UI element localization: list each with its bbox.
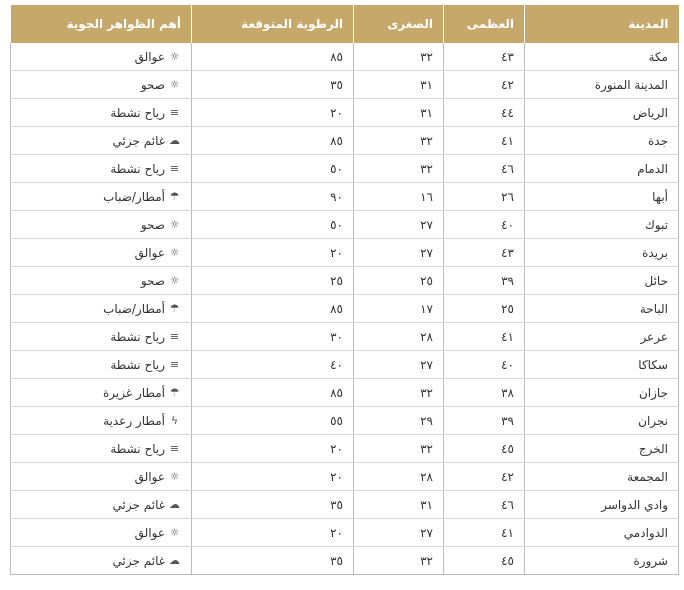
city-cell: سكاكا [525, 351, 679, 379]
city-cell: عرعر [525, 323, 679, 351]
min-temp-cell: ٣١ [354, 491, 444, 519]
wind-icon: ≡ [169, 330, 180, 344]
min-temp-cell: ٢٧ [354, 519, 444, 547]
max-temp-cell: ٤١ [444, 323, 525, 351]
condition-label: عوالق [134, 469, 165, 484]
table-row [11, 547, 679, 575]
condition [103, 302, 181, 316]
table-row [11, 379, 679, 407]
min-temp-cell: ٣٢ [354, 155, 444, 183]
table-row [11, 295, 679, 323]
city-cell: الباحة [525, 295, 679, 323]
partly-cloudy-icon: ☁ [169, 554, 180, 568]
dust-icon: ☼ [169, 470, 180, 484]
city-cell: تبوك [525, 211, 679, 239]
condition [103, 190, 181, 204]
humidity-cell: ٢٠ [192, 99, 354, 127]
city-cell: نجران [525, 407, 679, 435]
table-row [11, 211, 679, 239]
condition-cell [11, 99, 192, 127]
city-cell: حائل [525, 267, 679, 295]
max-temp-cell: ٤٣ [444, 43, 525, 71]
table-row [11, 323, 679, 351]
min-temp-cell: ٣٢ [354, 379, 444, 407]
min-temp-cell: ٣٢ [354, 435, 444, 463]
condition-cell [11, 295, 192, 323]
condition-label: رياح نشطة [110, 357, 165, 372]
table-row [11, 127, 679, 155]
condition [103, 386, 181, 400]
min-temp-cell: ٢٧ [354, 239, 444, 267]
table-row [11, 183, 679, 211]
condition [135, 470, 181, 484]
humidity-cell: ٢٠ [192, 519, 354, 547]
max-temp-cell: ٤١ [444, 519, 525, 547]
city-cell: شرورة [525, 547, 679, 575]
table-row [11, 239, 679, 267]
condition [113, 554, 181, 568]
condition-cell [11, 323, 192, 351]
humidity-cell: ٢٠ [192, 435, 354, 463]
humidity-cell: ٥٠ [192, 155, 354, 183]
condition-label: أمطار/ضباب [103, 301, 165, 316]
condition-cell [11, 239, 192, 267]
condition [141, 274, 181, 288]
partly-cloudy-icon: ☁ [169, 134, 180, 148]
max-temp-cell: ٤٠ [444, 351, 525, 379]
condition [110, 442, 181, 456]
city-cell: وادي الدواسر [525, 491, 679, 519]
dust-icon: ☼ [169, 526, 180, 540]
max-temp-cell: ٤٢ [444, 463, 525, 491]
city-cell: المجمعة [525, 463, 679, 491]
condition-cell [11, 267, 192, 295]
sun-icon: ☼ [169, 218, 180, 232]
min-temp-cell: ١٦ [354, 183, 444, 211]
max-temp-cell: ٤١ [444, 127, 525, 155]
weather-table-container [10, 5, 678, 575]
humidity-cell: ٨٥ [192, 295, 354, 323]
min-temp-cell: ١٧ [354, 295, 444, 323]
condition-label: غائم جزئي [112, 497, 165, 512]
max-temp-cell: ٤٦ [444, 491, 525, 519]
min-temp-cell: ٣١ [354, 99, 444, 127]
condition-label: صحو [140, 77, 165, 92]
condition [110, 106, 181, 120]
condition [135, 50, 181, 64]
table-row [11, 155, 679, 183]
humidity-cell: ٨٥ [192, 43, 354, 71]
wind-icon: ≡ [169, 162, 180, 176]
header-max-temp: العظمى [444, 5, 525, 43]
condition-cell [11, 379, 192, 407]
condition-cell [11, 463, 192, 491]
condition [113, 134, 181, 148]
table-row [11, 435, 679, 463]
humidity-cell: ٤٠ [192, 351, 354, 379]
condition-label: رياح نشطة [110, 441, 165, 456]
condition-cell [11, 183, 192, 211]
min-temp-cell: ٢٥ [354, 267, 444, 295]
table-row [11, 351, 679, 379]
condition-label: صحو [140, 273, 165, 288]
min-temp-cell: ٢٧ [354, 211, 444, 239]
min-temp-cell: ٢٧ [354, 351, 444, 379]
table-row [11, 463, 679, 491]
condition [113, 498, 181, 512]
condition-cell [11, 351, 192, 379]
sun-icon: ☼ [169, 78, 180, 92]
condition-label: عوالق [134, 49, 165, 64]
min-temp-cell: ٣٢ [354, 127, 444, 155]
condition-cell [11, 519, 192, 547]
max-temp-cell: ٤٣ [444, 239, 525, 267]
humidity-cell: ٢٥ [192, 267, 354, 295]
condition-label: صحو [140, 217, 165, 232]
max-temp-cell: ٤٦ [444, 155, 525, 183]
condition-label: أمطار غزيرة [102, 385, 165, 400]
city-cell: الدوادمي [525, 519, 679, 547]
condition-cell [11, 407, 192, 435]
sun-icon: ☼ [169, 274, 180, 288]
header-min-temp: الصغرى [354, 5, 444, 43]
humidity-cell: ٥٠ [192, 211, 354, 239]
condition-label: رياح نشطة [110, 329, 165, 344]
humidity-cell: ٨٥ [192, 127, 354, 155]
max-temp-cell: ٤٠ [444, 211, 525, 239]
thunderstorm-icon: ϟ [170, 414, 179, 428]
condition-label: أمطار رعدية [103, 413, 165, 428]
dust-icon: ☼ [169, 246, 180, 260]
humidity-cell: ٨٥ [192, 379, 354, 407]
humidity-cell: ٣٥ [192, 491, 354, 519]
header-row [11, 5, 679, 43]
header-humidity: الرطوبة المتوقعة [192, 5, 354, 43]
condition [110, 162, 181, 176]
city-cell: الدمام [525, 155, 679, 183]
wind-icon: ≡ [169, 358, 180, 372]
condition-cell [11, 71, 192, 99]
max-temp-cell: ٤٥ [444, 435, 525, 463]
humidity-cell: ٥٥ [192, 407, 354, 435]
rain-fog-icon: ☂ [169, 302, 180, 316]
city-cell: جدة [525, 127, 679, 155]
condition [103, 414, 181, 428]
condition-label: أمطار/ضباب [103, 189, 165, 204]
condition-cell [11, 43, 192, 71]
city-cell: بريدة [525, 239, 679, 267]
dust-icon: ☼ [169, 50, 180, 64]
weather-table [10, 5, 679, 575]
condition-label: رياح نشطة [110, 161, 165, 176]
table-row [11, 519, 679, 547]
condition-cell [11, 547, 192, 575]
max-temp-cell: ٤٤ [444, 99, 525, 127]
header-weather-phenomena: أهم الظواهر الجوية [11, 5, 192, 43]
max-temp-cell: ٢٦ [444, 183, 525, 211]
city-cell: الرياض [525, 99, 679, 127]
table-row [11, 43, 679, 71]
table-row [11, 99, 679, 127]
min-temp-cell: ٣٢ [354, 43, 444, 71]
max-temp-cell: ٣٩ [444, 267, 525, 295]
header-city: المدينة [525, 5, 679, 43]
condition [135, 246, 181, 260]
condition-cell [11, 211, 192, 239]
condition-label: عوالق [134, 525, 165, 540]
table-row [11, 267, 679, 295]
min-temp-cell: ٢٩ [354, 407, 444, 435]
city-cell: مكة [525, 43, 679, 71]
condition-label: رياح نشطة [110, 105, 165, 120]
condition [110, 330, 181, 344]
heavy-rain-icon: ☂ [169, 386, 180, 400]
partly-cloudy-icon: ☁ [169, 498, 180, 512]
wind-icon: ≡ [169, 442, 180, 456]
max-temp-cell: ٤٥ [444, 547, 525, 575]
humidity-cell: ٩٠ [192, 183, 354, 211]
condition [110, 358, 181, 372]
city-cell: أبها [525, 183, 679, 211]
max-temp-cell: ٣٩ [444, 407, 525, 435]
condition [141, 218, 181, 232]
condition [141, 78, 181, 92]
min-temp-cell: ٣٢ [354, 547, 444, 575]
humidity-cell: ٣٥ [192, 71, 354, 99]
rain-fog-icon: ☂ [169, 190, 180, 204]
city-cell: المدينة المنورة [525, 71, 679, 99]
wind-icon: ≡ [169, 106, 180, 120]
city-cell: جازان [525, 379, 679, 407]
table-row [11, 407, 679, 435]
min-temp-cell: ٢٨ [354, 463, 444, 491]
condition-label: عوالق [134, 245, 165, 260]
condition [135, 526, 181, 540]
city-cell: الخرج [525, 435, 679, 463]
condition-cell [11, 435, 192, 463]
max-temp-cell: ٤٢ [444, 71, 525, 99]
max-temp-cell: ٢٥ [444, 295, 525, 323]
humidity-cell: ٢٠ [192, 239, 354, 267]
max-temp-cell: ٣٨ [444, 379, 525, 407]
condition-cell [11, 155, 192, 183]
humidity-cell: ٣٥ [192, 547, 354, 575]
table-row [11, 71, 679, 99]
condition-label: غائم جزئي [112, 133, 165, 148]
condition-cell [11, 491, 192, 519]
condition-cell [11, 127, 192, 155]
min-temp-cell: ٣١ [354, 71, 444, 99]
humidity-cell: ٣٠ [192, 323, 354, 351]
min-temp-cell: ٢٨ [354, 323, 444, 351]
table-row [11, 491, 679, 519]
humidity-cell: ٢٠ [192, 463, 354, 491]
condition-label: غائم جزئي [112, 553, 165, 568]
